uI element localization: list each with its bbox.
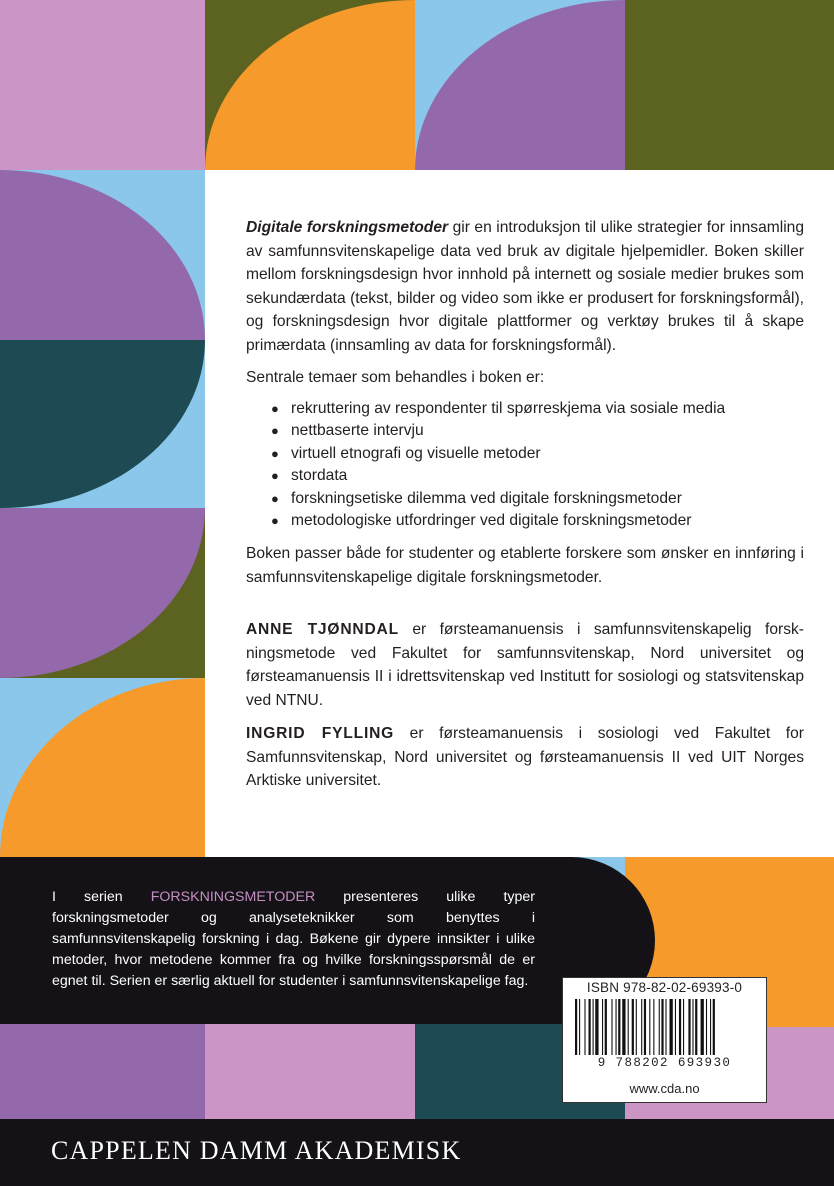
isbn-label: ISBN 978-82-02-69393-0 (586, 980, 743, 995)
list-item: ● stordata (271, 465, 804, 488)
barcode-bar (584, 999, 585, 1055)
author-bio-text: er førsteamanuensis i samfunnsvitenskapelig forskningsmetode ved Fakultet for samfunnsvitenskap, Nord universitet og førsteamanuensis II i idrettsvitenskap ved Institutt for sosiologi og statsvitenskap ved NTNU. (246, 621, 804, 709)
publisher-url: www.cda.no (629, 1081, 700, 1096)
intro-paragraph (246, 216, 804, 357)
barcode-bar (695, 999, 697, 1055)
audience-paragraph: Boken passer både for studenter og etablerte forskere som ønsker en innføring i samfunnsvitenskapelige digitale forskningsmetoder. (246, 545, 804, 586)
author-bio (246, 618, 804, 712)
list-item: ● virtuell etnografi og visuelle metoder (271, 443, 804, 466)
description-panel (205, 170, 834, 857)
barcode-bar (595, 999, 598, 1055)
topics-intro: Sentrale temaer som behandles i boken er: (246, 369, 545, 386)
barcode-bar (692, 999, 693, 1055)
barcode-bar (628, 999, 629, 1055)
bullet-icon: ● (271, 490, 279, 506)
barcode-bar (659, 999, 660, 1055)
bg-tile (0, 1024, 205, 1119)
barcode-bar (641, 999, 642, 1055)
series-description: I serien FORSKNINGSMETODER presenteres ulike typer forskningsmetoder og analyseteknikker som benyttes i samfunnsvitenskapelig forskning i dag. Bøkene gir dypere innsikter i ulike metoder, hvor metodene kommer fra og hvilke forskningsspørsmål de er egnet til. Serien er særlig aktuell for studenter i samfunnsvitenskapelige fag. (52, 889, 536, 989)
list-item: ● metodologiske utfordringer ved digitale forskningsmetoder (271, 510, 804, 533)
barcode-bar (713, 999, 715, 1055)
author-name: INGRID FYLLING (246, 725, 395, 743)
barcode-bar (706, 999, 707, 1055)
bullet-icon: ● (271, 468, 279, 484)
barcode-bar (616, 999, 617, 1055)
barcode-bar (632, 999, 634, 1055)
barcode-bar (622, 999, 625, 1055)
barcode-bar (611, 999, 612, 1055)
topics-list (246, 398, 804, 534)
list-item: ● rekruttering av respondenter til spørreskjema via sosiale media (271, 398, 804, 421)
barcode-bar (579, 999, 580, 1055)
barcode-bar (683, 999, 684, 1055)
author-bio (246, 722, 804, 793)
bg-tile (205, 1024, 415, 1119)
bullet-icon: ● (271, 513, 279, 529)
barcode-bar (602, 999, 603, 1055)
barcode-bar (688, 999, 690, 1055)
barcode-bar (710, 999, 711, 1055)
book-title: Digitale forskningsmetoder (246, 219, 449, 236)
barcode-bar (670, 999, 673, 1055)
author-bio-text: er førsteamanuensis i sosiologi ved Fakultet for Samfunnsvitenskap, Nord universitet og førsteamanuensis II ved UIT Norges Arktiske universitet. (246, 725, 805, 790)
barcode-bar (644, 999, 646, 1055)
list-item: ● nettbaserte intervju (271, 420, 804, 443)
barcode-bar (649, 999, 650, 1055)
barcode-bar (701, 999, 704, 1055)
barcode-digits: 9 788202 693930 (597, 1056, 732, 1070)
barcode-bar (618, 999, 620, 1055)
barcode-bar (653, 999, 654, 1055)
intro-text: gir en introduksjon til ulike strategier for innsamling av samfunnsvitenskapelige data ved bruk av digitale hjelpemidler. Boken skiller mellom forskningsdesign hvor innhold på internett og sosiale medier brukes som sekundærdata (tekst, bilder og video som ikke er produsert for forskningsformål), og forskningsdesign hvor digitale plattformer og verktøy brukes til å skape primærdata (innsamling av data for forskningsformål). (246, 219, 804, 354)
barcode-bar (679, 999, 681, 1055)
barcode-bar (661, 999, 663, 1055)
list-item: ● forskningsetiske dilemma ved digitale forskningsmetoder (271, 488, 804, 511)
barcode-bar (675, 999, 676, 1055)
bg-shape (0, 0, 205, 170)
bullet-icon: ● (271, 400, 279, 416)
bullet-icon: ● (271, 445, 279, 461)
barcode-bar (593, 999, 594, 1055)
author-name: ANNE TJØNNDAL (246, 621, 399, 639)
barcode-bar (575, 999, 577, 1055)
bullet-icon: ● (271, 423, 279, 439)
isbn-box (562, 977, 767, 1103)
bg-shape (625, 0, 834, 170)
barcode-bar (665, 999, 666, 1055)
barcode-bar (636, 999, 637, 1055)
series-name: FORSKNINGSMETODER (150, 889, 316, 905)
barcode-bar (605, 999, 607, 1055)
publisher-logo: CAPPELEN DAMM AKADEMISK (51, 1136, 462, 1165)
barcode-bar (589, 999, 591, 1055)
barcode-icon (575, 999, 755, 1055)
